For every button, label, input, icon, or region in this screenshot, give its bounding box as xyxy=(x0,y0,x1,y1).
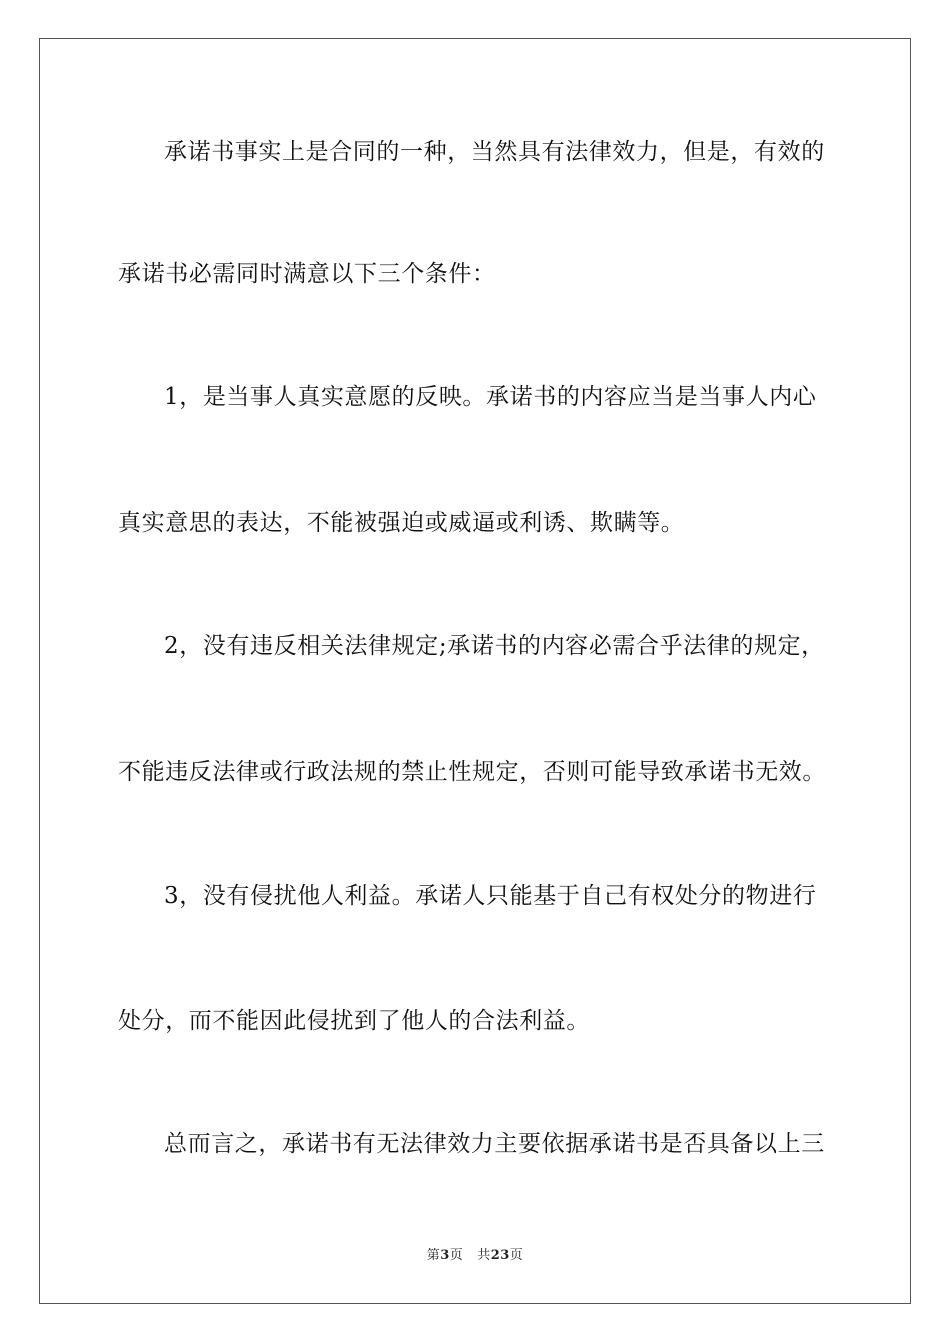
paragraph-3-line-1: 2，没有违反相关法律规定;承诺书的内容必需合乎法律的规定， xyxy=(164,633,825,659)
paragraph-5-line-1: 总而言之，承诺书有无法律效力主要依据承诺书是否具备以上三 xyxy=(164,1131,825,1157)
paragraph-1-line-2: 承诺书必需同时满意以下三个条件： xyxy=(118,261,496,287)
footer-total-suffix: 页 xyxy=(509,1248,524,1263)
paragraph-2-line-2: 真实意思的表达，不能被强迫或威逼或利诱、欺瞒等。 xyxy=(118,510,685,536)
footer-total-pages: 23 xyxy=(490,1248,510,1263)
paragraph-4-line-2: 处分，而不能因此侵扰到了他人的合法利益。 xyxy=(118,1008,590,1034)
paragraph-4-line-1: 3，没有侵扰他人利益。承诺人只能基于自己有权处分的物进行 xyxy=(164,883,817,909)
paragraph-1-line-1: 承诺书事实上是合同的一种，当然具有法律效力，但是，有效的 xyxy=(164,139,825,165)
page-footer xyxy=(0,1247,950,1265)
footer-prefix: 第 xyxy=(426,1248,441,1263)
footer-page-number: 3 xyxy=(440,1248,450,1263)
page-border xyxy=(39,38,911,1304)
paragraph-3-line-2: 不能违反法律或行政法规的禁止性规定，否则可能导致承诺书无效。 xyxy=(118,759,826,785)
footer-total-prefix: 共 xyxy=(477,1248,491,1263)
footer-page-suffix: 页 xyxy=(449,1248,464,1263)
paragraph-2-line-1: 1，是当事人真实意愿的反映。承诺书的内容应当是当事人内心 xyxy=(164,384,817,410)
